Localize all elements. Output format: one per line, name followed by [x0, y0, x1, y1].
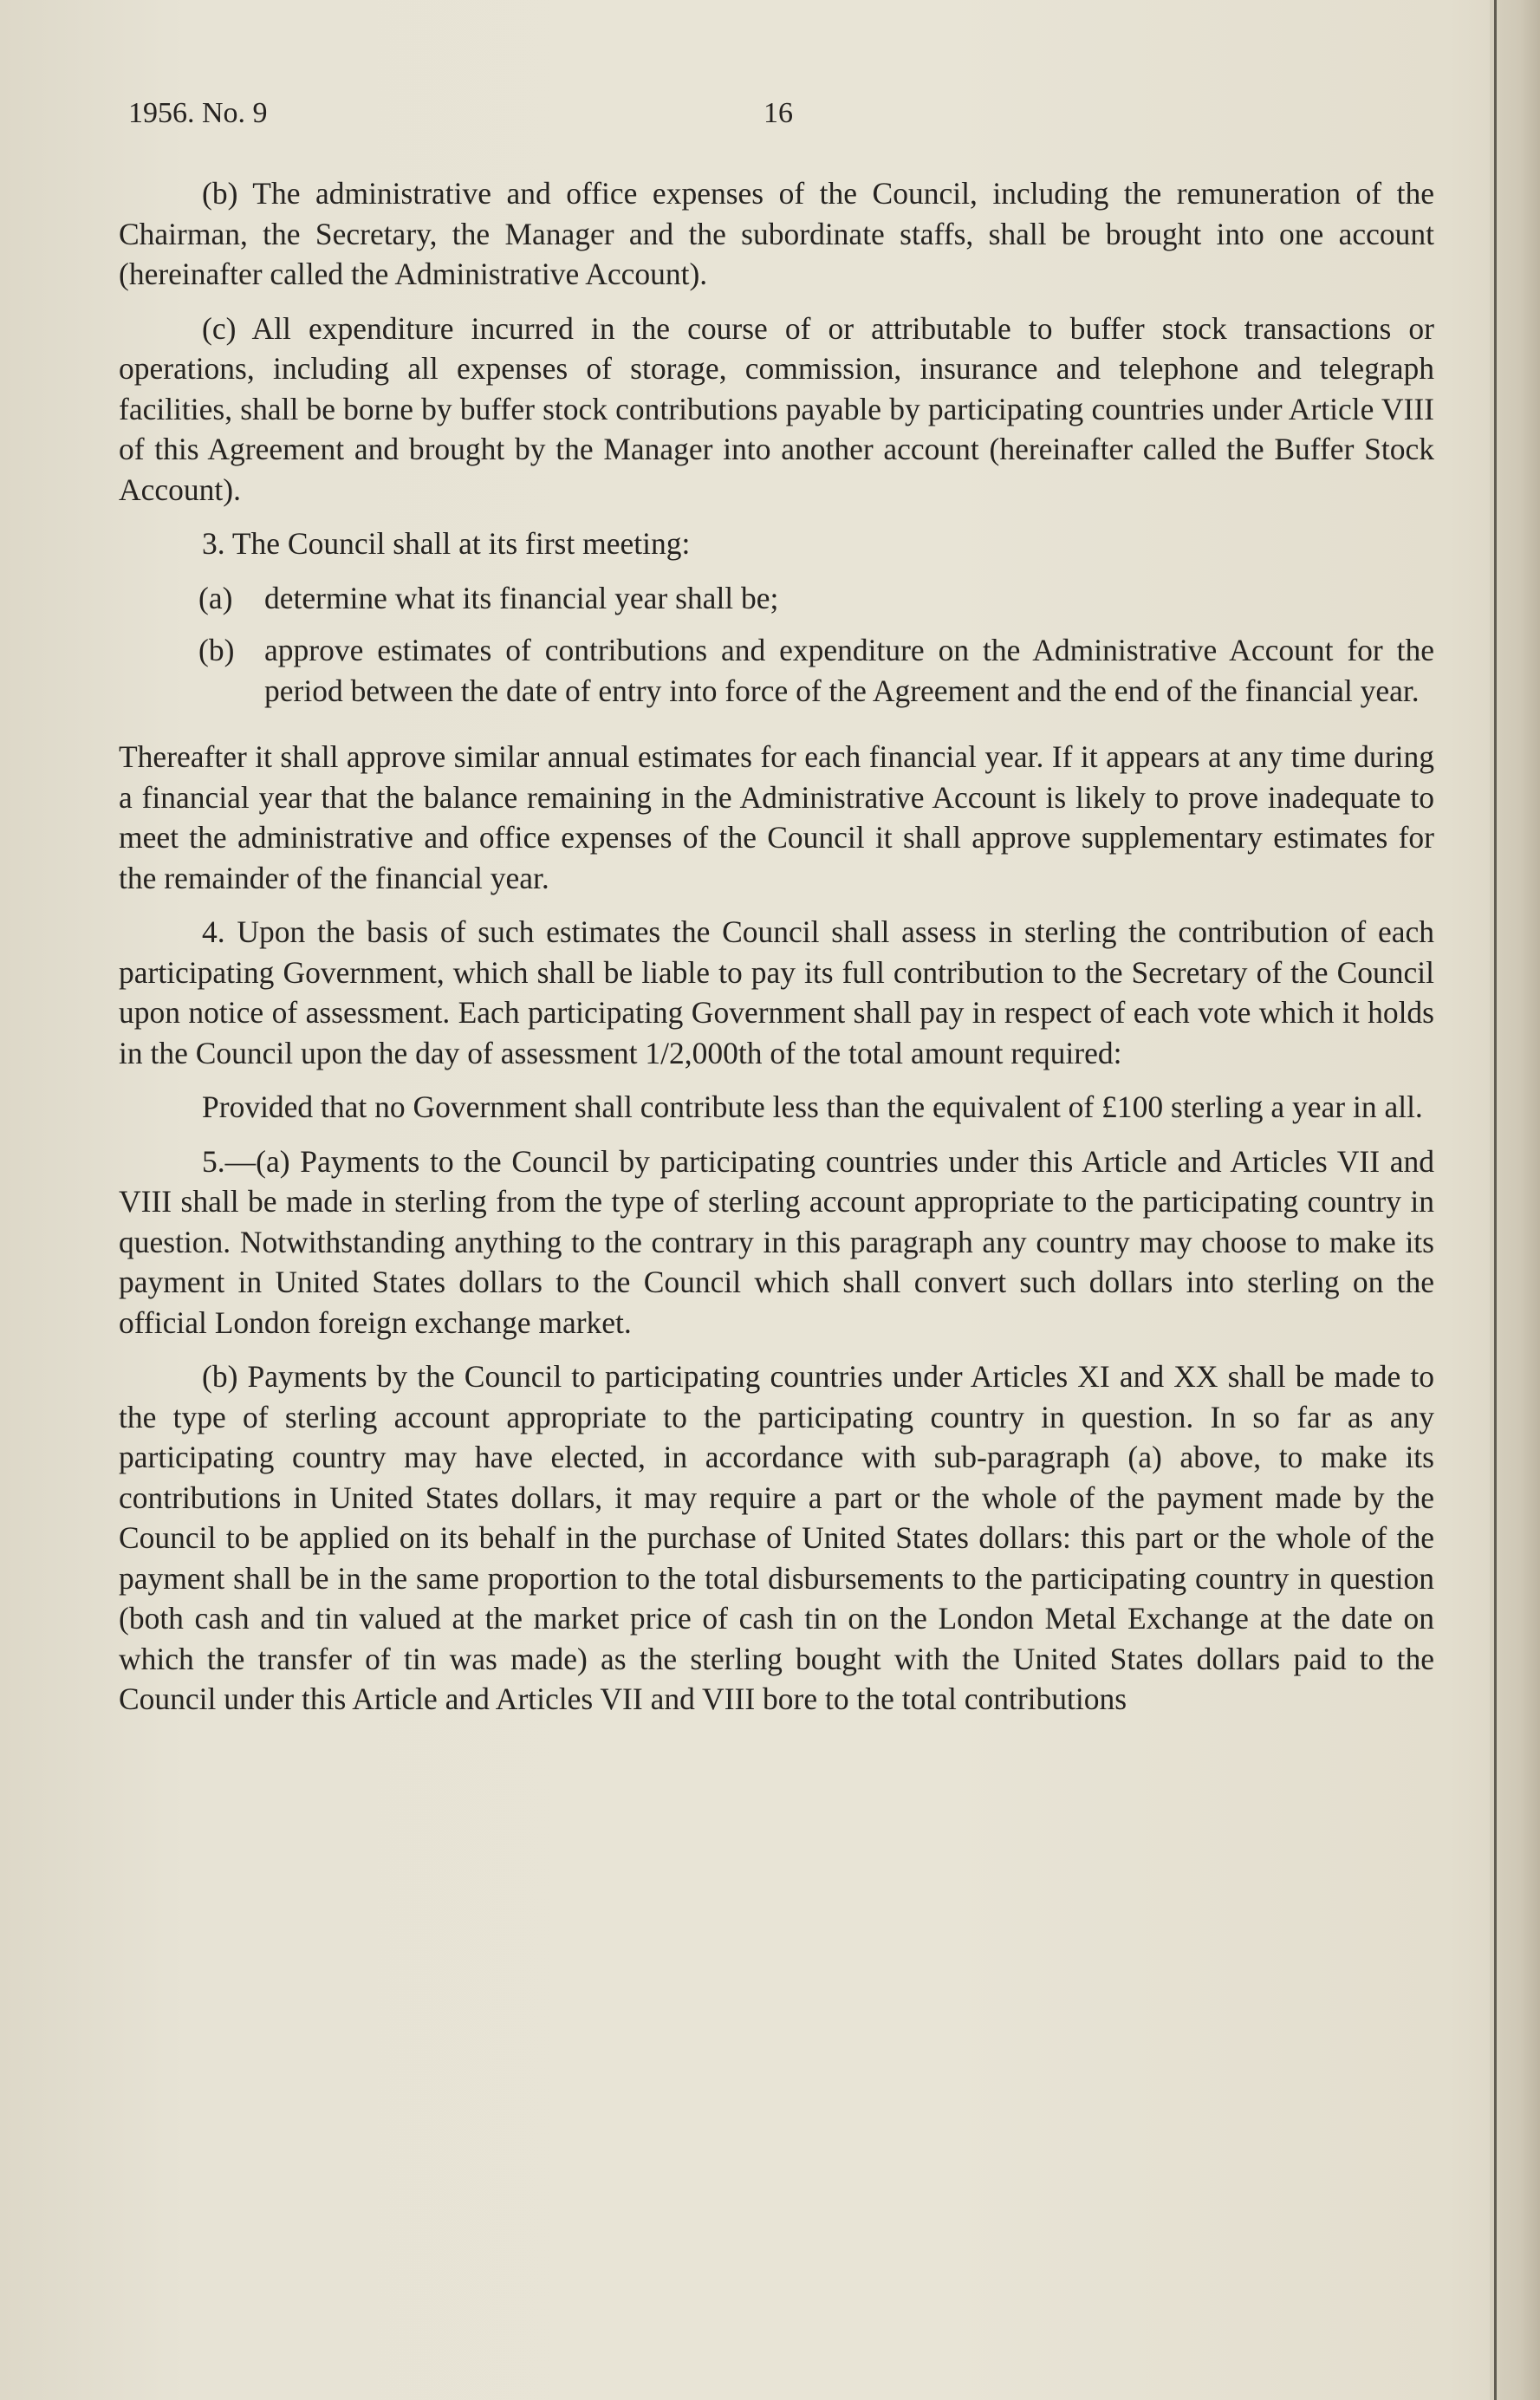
- page-number: 16: [764, 97, 793, 129]
- paragraph-5-a: 5.—(a) Payments to the Council by participating countries under this Article and Articles VII and VIII shall be made in sterling from the type of sterling account appropriate to the participating country in question. Notwithstanding anything to the contrary in this paragraph any country may choose to make its payment in United States dollars to the Council which shall convert such dollars into sterling on the official London foreign exchange market.: [119, 1143, 1434, 1340]
- page-binding-edge: [1490, 0, 1540, 2400]
- paragraph-4-proviso: Provided that no Government shall contribute less than the equivalent of £100 sterling a year in all.: [202, 1089, 1423, 1124]
- statute-reference: 1956. No. 9: [128, 97, 268, 129]
- paragraph-4: 4. Upon the basis of such estimates the Council shall assess in sterling the contribution of each participating Government, which shall be liable to pay its full contribution to the Secretary of the Council upon notice of assessment. Each participating Government shall pay in respect of each vote which it holds in the Council upon the day of assessment 1/2,000th of the total amount required:: [119, 914, 1434, 1070]
- paragraph-c-buffer-stock-account: (c) All expenditure incurred in the course of or attributable to buffer stock transactions or operations, including all expenses of storage, commission, insurance and telephone and telegraph facilities, shall be borne by buffer stock contributions payable by participating countries under Article VIII of this Agreement and brought by the Manager into another account (hereinafter called the Buffer Stock Account).: [119, 310, 1434, 507]
- paragraph-thereafter: Thereafter it shall approve similar annual estimates for each financial year. If it appears at any time during a financial year that the balance remaining in the Administrative Account is likely to prove inadequate to meet the administrative and office expenses of the Council it shall approve supplementary estimates for the remainder of the financial year.: [119, 739, 1434, 895]
- paragraph-3-item-a: [119, 578, 1434, 619]
- page-edge-line: [1494, 0, 1497, 2400]
- item-a-text: determine what its financial year shall be;: [264, 580, 779, 615]
- paragraph-b-administrative-account: (b) The administrative and office expenses of the Council, including the remuneration of the Chairman, the Secretary, the Manager and the subordinate staffs, shall be brought into one account (hereinafter called the Administrative Account).: [119, 176, 1434, 291]
- item-b-text: approve estimates of contributions and expenditure on the Administrative Account for the period between the date of entry into force of the Agreement and the end of the financial year.: [264, 633, 1434, 708]
- page-header: [128, 97, 1436, 140]
- item-b-label: (b): [198, 633, 235, 667]
- paragraph-3-intro: 3. The Council shall at its first meeting:: [202, 526, 691, 561]
- paragraph-5-b: (b) Payments by the Council to participating countries under Articles XI and XX shall be made to the type of sterling account appropriate to the participating country in question. In so far as any participating country may have elected, in accordance with sub-paragraph (a) above, to make its contributions in United States dollars, it may require a part or the whole of the payment made by the Council to be applied on its behalf in the purchase of United States dollars: this part or the whole of the payment shall be in the same proportion to the total disbursements to the participating country in question (both cash and tin valued at the market price of cash tin on the London Metal Exchange at the date on which the transfer of tin was made) as the sterling bought with the United States dollars paid to the Council under this Article and Articles VII and VIII bore to the total contributions: [119, 1359, 1434, 1716]
- item-a-label: (a): [198, 580, 233, 615]
- document-body: [119, 173, 1434, 1733]
- paragraph-3-item-b: [119, 630, 1434, 711]
